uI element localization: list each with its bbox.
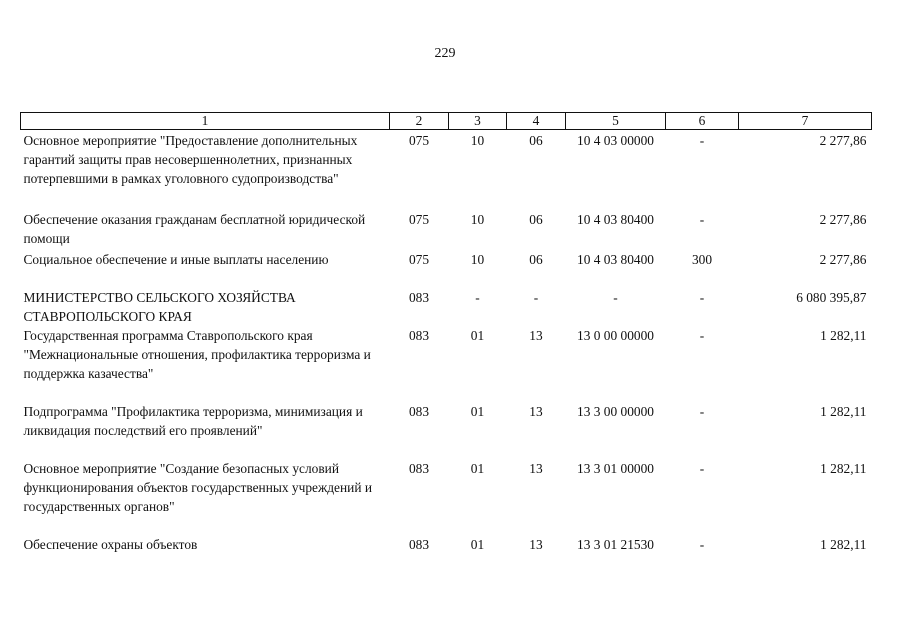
- row-csr: 10 4 03 00000: [577, 133, 654, 148]
- table-row: [21, 326, 872, 402]
- row-name: Основное мероприятие "Создание безопасных условий функционирования объектов государственных учреждений и государственных органов": [23, 461, 373, 514]
- row-amount: 1 282,11: [820, 537, 867, 552]
- row-rz: 10: [470, 252, 485, 267]
- table-row: [21, 130, 872, 208]
- row-csr: 13 3 00 00000: [577, 404, 654, 419]
- row-vr: -: [699, 328, 705, 343]
- row-rz: -: [475, 290, 480, 305]
- row-csr: 13 0 00 00000: [577, 328, 654, 343]
- row-ved: 083: [408, 404, 430, 419]
- row-rz: 01: [470, 461, 485, 476]
- row-ved: 075: [408, 212, 430, 227]
- row-name: Обеспечение охраны объектов: [23, 537, 198, 552]
- row-name: Подпрограмма "Профилактика терроризма, минимизация и ликвидация последствий его проявлений": [23, 404, 363, 438]
- row-amount: 2 277,86: [819, 133, 867, 148]
- row-ved: 083: [408, 328, 430, 343]
- table-row: [21, 288, 872, 326]
- row-vr: 300: [691, 252, 713, 267]
- budget-table: [20, 112, 872, 554]
- table-row: [21, 535, 872, 554]
- row-csr: 13 3 01 00000: [577, 461, 654, 476]
- row-ved: 075: [408, 133, 430, 148]
- table-row: [21, 459, 872, 535]
- row-csr: -: [613, 290, 618, 305]
- row-csr: 10 4 03 80400: [577, 252, 654, 267]
- row-rz: 01: [470, 537, 485, 552]
- row-csr: 10 4 03 80400: [577, 212, 654, 227]
- row-rz: 01: [470, 328, 485, 343]
- row-name: Социальное обеспечение и иные выплаты населению: [23, 252, 329, 267]
- column-header: 1: [21, 113, 390, 130]
- row-name: Государственная программа Ставропольского края "Межнациональные отношения, профилактика терроризма и поддержка казачества": [23, 328, 371, 381]
- column-header: 7: [739, 113, 872, 130]
- row-pr: -: [533, 290, 539, 305]
- column-header: 2: [390, 113, 449, 130]
- row-amount: 2 277,86: [819, 252, 867, 267]
- row-vr: -: [699, 133, 705, 148]
- row-rz: 10: [470, 133, 485, 148]
- row-pr: 13: [529, 461, 543, 476]
- row-pr: 13: [529, 537, 543, 552]
- column-header: 3: [449, 113, 507, 130]
- row-vr: -: [699, 537, 705, 552]
- row-rz: 10: [470, 212, 485, 227]
- table-row: [21, 402, 872, 459]
- row-amount: 2 277,86: [819, 212, 867, 227]
- row-ved: 083: [408, 461, 430, 476]
- row-vr: -: [699, 404, 705, 419]
- row-pr: 06: [529, 133, 543, 148]
- row-ved: 083: [408, 537, 430, 552]
- row-name: МИНИСТЕРСТВО СЕЛЬСКОГО ХОЗЯЙСТВА СТАВРОПОЛЬСКОГО КРАЯ: [23, 290, 296, 324]
- table-row: [21, 207, 872, 248]
- row-name: Основное мероприятие "Предоставление дополнительных гарантий защиты прав несовершеннолетних, признанных потерпевшими в рамках уголовного судопроизводства": [23, 133, 358, 186]
- row-pr: 13: [529, 328, 543, 343]
- column-header: 5: [566, 113, 666, 130]
- row-name: Обеспечение оказания гражданам бесплатной юридической помощи: [23, 212, 366, 246]
- table-header-row: [21, 113, 872, 130]
- row-pr: 06: [529, 252, 543, 267]
- page-number: 229: [434, 46, 456, 61]
- row-pr: 13: [529, 404, 543, 419]
- row-amount: 1 282,11: [820, 461, 867, 476]
- row-csr: 13 3 01 21530: [577, 537, 654, 552]
- row-pr: 06: [529, 212, 543, 227]
- row-vr: -: [699, 290, 705, 305]
- column-header: 4: [507, 113, 566, 130]
- row-amount: 6 080 395,87: [796, 290, 867, 305]
- row-amount: 1 282,11: [820, 328, 867, 343]
- row-rz: 01: [470, 404, 485, 419]
- row-ved: 075: [408, 252, 430, 267]
- column-header: 6: [666, 113, 739, 130]
- table-row: [21, 248, 872, 288]
- row-vr: -: [699, 212, 705, 227]
- row-amount: 1 282,11: [820, 404, 867, 419]
- row-vr: -: [699, 461, 705, 476]
- row-ved: 083: [408, 290, 430, 305]
